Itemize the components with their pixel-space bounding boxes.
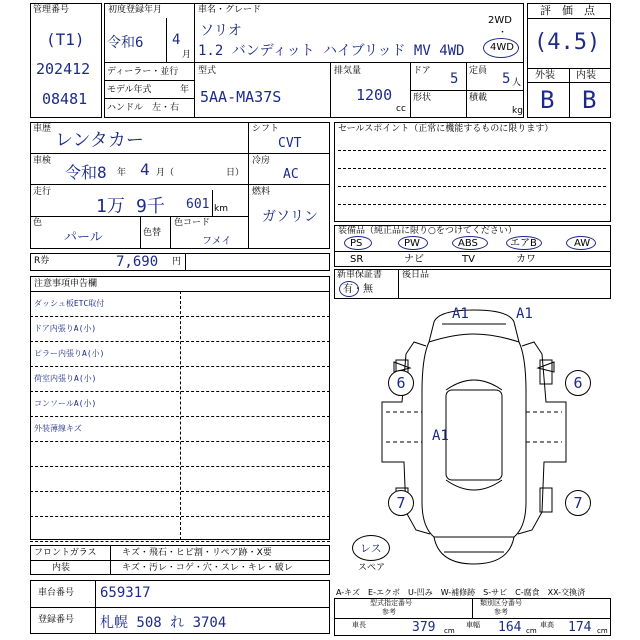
wid-cm: cm <box>526 627 537 635</box>
drive-4wd: 4WD <box>490 42 514 53</box>
plate-label: 登録番号 <box>38 615 75 625</box>
engine-value: 1200 <box>356 86 393 104</box>
kanri-line1: (T1) <box>46 30 85 49</box>
cooler-label: 冷房 <box>252 156 271 166</box>
len-label: 車長 <box>352 621 366 629</box>
chassis-label: 車台番号 <box>38 588 75 598</box>
wid-value: 164 <box>498 620 522 635</box>
notes-row-divider <box>30 341 330 342</box>
capacity-unit: 人 <box>512 78 522 88</box>
engine-label: 排気量 <box>334 66 362 76</box>
reg-month-unit: 月 <box>182 50 192 60</box>
equip-label: 装備品（純正品に限り○をつけてください） <box>338 226 517 236</box>
spare-label: スペア <box>358 563 386 573</box>
reg-label: 初度登録年月 <box>108 5 163 15</box>
notes-row-divider <box>30 416 330 417</box>
score-label: 評 価 点 <box>540 4 595 17</box>
car-name: ソリオ <box>200 23 242 39</box>
color-code: フメイ <box>202 236 232 247</box>
spare-mark: レス <box>360 542 382 555</box>
rken-value: 7,690 <box>116 254 159 270</box>
mileage-unit: km <box>214 204 228 214</box>
mark-right-fender: 6 <box>565 370 591 396</box>
shaken-day: 日） <box>226 168 245 178</box>
int-label: 内装 <box>576 70 596 81</box>
score-value: (4.5) <box>534 30 601 55</box>
equip-airbag-circle <box>506 236 542 250</box>
hgt-cm: cm <box>597 627 608 635</box>
shaken-nen: 年 <box>117 168 127 178</box>
shaken-label: 車検 <box>33 156 52 166</box>
warranty-value: 有・無 <box>343 284 373 295</box>
door-label: ドア <box>413 66 431 76</box>
model-value: 5AA-MA37S <box>200 88 282 106</box>
mileage-man: 1万 <box>96 196 125 217</box>
equip-pw-circle <box>398 236 428 250</box>
hgt-value: 174 <box>568 620 592 635</box>
fuel-value: ガソリン <box>262 209 318 225</box>
notes-row-divider <box>30 541 330 542</box>
capacity-value: 5 <box>502 71 511 87</box>
model-label: 型式 <box>198 66 217 76</box>
notes-row-divider <box>30 516 330 517</box>
load-unit: kg <box>512 106 523 116</box>
equip-airbag: エアB <box>510 238 537 249</box>
mark-front-right: A1 <box>516 306 533 322</box>
chassis-value: 659317 <box>100 585 151 601</box>
len-cm: cm <box>444 627 455 635</box>
mark-roof: A1 <box>432 428 449 444</box>
capacity-label: 定員 <box>469 66 488 76</box>
mark-front-left: A1 <box>452 306 469 322</box>
history-label: 車歴 <box>33 124 52 134</box>
notes-item: ダッシュ板ETC取付 <box>34 299 105 308</box>
color-trim-label: 色替 <box>143 228 162 238</box>
interior-label: 内装 <box>52 563 71 573</box>
kanri-line3: 08481 <box>42 90 88 108</box>
dealer-label: ディーラー・並行 <box>107 67 179 77</box>
equip-aw-circle <box>566 236 596 250</box>
equip-ps-circle <box>344 236 372 250</box>
kanri-line2: 202412 <box>36 60 91 78</box>
notes-row-divider <box>30 391 330 392</box>
shaken-tsuki: 月（ <box>156 168 175 178</box>
mileage-rest: 601 <box>186 197 210 212</box>
drive-4wd-circle <box>483 38 519 58</box>
rken-label: R券 <box>34 256 50 266</box>
notes-item: コンソールA(小) <box>34 399 97 408</box>
kanri-label: 管理番号 <box>33 5 70 15</box>
sales-label: セールスポイント（正常に機能するものに限ります） <box>338 124 554 134</box>
engine-unit: cc <box>396 104 406 114</box>
equip-navi: ナビ <box>404 254 424 265</box>
equip-ps: PS <box>350 238 363 249</box>
shift-label: シフト <box>252 124 280 134</box>
color-label: 色 <box>33 218 43 228</box>
door-value: 5 <box>450 71 459 87</box>
returned-label: 後日品 <box>402 270 430 280</box>
mileage-sen: 9千 <box>136 196 165 217</box>
reg-era: 令和6 <box>107 35 144 51</box>
shift-value: CVT <box>278 136 302 151</box>
notes-row-divider <box>30 466 330 467</box>
glass-label: フロントガラス <box>34 548 97 558</box>
drive-dot: ・ <box>498 28 508 38</box>
int-score: B <box>582 86 597 114</box>
car-grade: 1.2 バンディット ハイブリッド MV 4WD <box>198 43 465 59</box>
equip-abs-circle <box>452 236 488 250</box>
top-info-box <box>104 3 524 118</box>
notes-row-divider <box>30 441 330 442</box>
equip-leather: カワ <box>516 254 536 265</box>
reg-month: 4 <box>172 32 181 48</box>
history-value: レンタカー <box>55 130 144 151</box>
equip-pw: PW <box>404 238 420 249</box>
glass-value: キズ・飛石・ヒビ割・リペア跡・X要 <box>122 548 272 558</box>
notes-item: 外装薄線キズ <box>34 424 82 433</box>
warranty-circle <box>339 281 359 297</box>
legend-text: A-キズ E-エクボ U-凹み W-補修跡 S-サビ C-腐食 XX-交換済 <box>336 588 586 597</box>
cert-label: 型式指定番号 <box>370 599 412 607</box>
notes-row-divider <box>30 366 330 367</box>
shape-label: 形状 <box>413 93 432 103</box>
hgt-label: 車高 <box>540 621 554 629</box>
equip-tv: TV <box>462 254 475 265</box>
handle-label: ハンドル 左・右 <box>107 103 180 113</box>
ext-score: B <box>540 86 555 114</box>
mark-right-rear: 7 <box>565 490 591 516</box>
color-value: パール <box>64 230 103 245</box>
notes-row-divider <box>30 491 330 492</box>
mark-left-fender: 6 <box>388 370 414 396</box>
class-ref: 参考 <box>494 608 508 616</box>
interior-value: キズ・汚レ・コゲ・穴・スレ・キレ・破レ <box>122 563 293 573</box>
notes-item: ドア内張りA(小) <box>34 324 97 333</box>
ext-label: 外装 <box>535 70 555 81</box>
drive-2wd: 2WD <box>488 15 512 26</box>
class-label: 類別区分番号 <box>480 599 522 607</box>
model-year-label: モデル年式 <box>107 85 152 95</box>
rken-unit: 円 <box>172 257 182 267</box>
wid-label: 車幅 <box>466 621 480 629</box>
mark-left-rear: 7 <box>388 490 414 516</box>
equip-aw: AW <box>574 238 591 249</box>
cert-ref: 参考 <box>382 608 396 616</box>
load-label: 積載 <box>469 93 488 103</box>
mileage-label: 走行 <box>33 187 52 197</box>
fuel-label: 燃料 <box>252 187 271 197</box>
shaken-month: 4 <box>140 160 150 179</box>
model-year-nen: 年 <box>180 85 190 95</box>
car-label: 車名・グレード <box>198 5 262 15</box>
notes-item: 荷室内張りA(小) <box>34 374 97 383</box>
shaken-era: 令和8 <box>65 163 107 182</box>
color-code-label: 色コード <box>174 218 211 228</box>
notes-label: 注意事項申告欄 <box>34 279 98 289</box>
cooler-value: AC <box>283 167 299 182</box>
sales-box <box>334 122 611 222</box>
equip-abs: ABS <box>458 238 478 249</box>
notes-row-divider <box>30 316 330 317</box>
len-value: 379 <box>412 620 436 635</box>
equip-sr: SR <box>350 254 364 265</box>
notes-item: ピラー内張りA(小) <box>34 349 105 358</box>
plate-value: 札幌 508 れ 3704 <box>100 615 227 631</box>
warranty-label: 新車保証書 <box>337 270 383 280</box>
